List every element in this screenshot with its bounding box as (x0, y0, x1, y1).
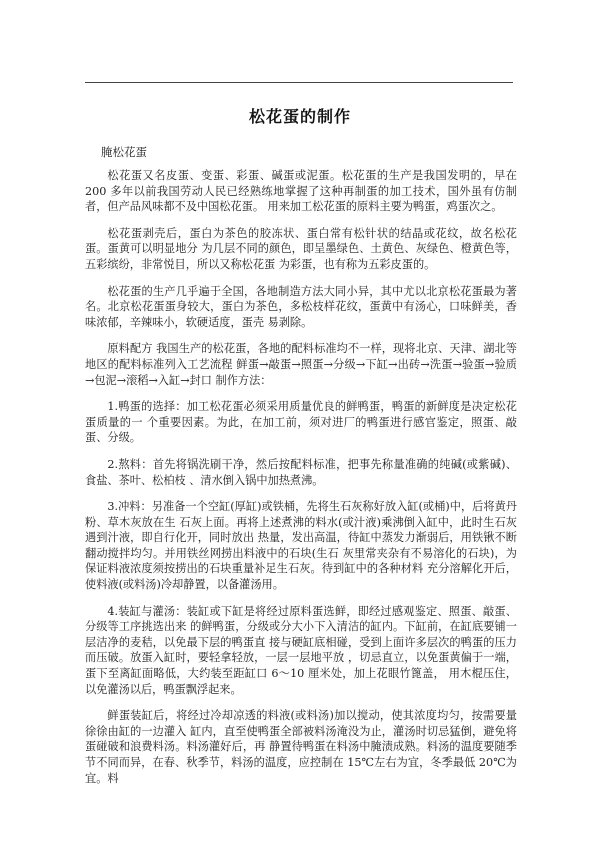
paragraph-step-3: 3.冲料：另准备一个空缸(厚缸)或铁桶，先将生石灰称好放入缸(或桶)中，后将黄丹粉、草木灰放在生 石灰上面。再将上述煮沸的料水(或汁液)乘沸倒入缸中，此时生石灰遇到汁液，即自行化开，同时放出 热量，发出高温，待缸中蒸发力渐弱后，用铁锹不断翻动搅拌均匀。并用铁丝网捞出料液中的石块(生石 灰里常夹杂有不易溶化的石块)，为保证料液浓度须按捞出的石块重量补足生石灰。待到缸中的各种材料 充分溶解化开后，使料液(或料汤)冷却静置，以备灌汤用。 (85, 500, 517, 592)
document-body (85, 168, 517, 797)
paragraph-intro: 松花蛋又名皮蛋、变蛋、彩蛋、碱蛋或泥蛋。松花蛋的生产是我国发明的，早在 200 多年以前我国劳动人民已经熟练地掌握了这种再制蛋的加工技术，国外虽有仿制者，但产品风味都不及中国松花蛋。 用来加工松花蛋的原料主要为鸭蛋，鸡蛋次之。 (85, 169, 517, 214)
section-subheading: 腌松花蛋 (101, 145, 147, 159)
paragraph-formula: 原料配方 我国生产的松花蛋，各地的配料标准均不一样，现将北京、天津、湖北等地区的配料标准列入工艺流程 鲜蛋→敲蛋→照蛋→分级→下缸→出砖→洗蛋→验蛋→验质→包泥→滚稻→入缸→封口 制作方法： (85, 342, 517, 387)
paragraph-appearance: 松花蛋剥壳后，蛋白为茶色的胶冻状、蛋白常有松针状的结晶或花纹，故名松花蛋。蛋黄可以明显地分 为几层不同的颜色，即呈墨绿色、土黄色、灰绿色、橙黄色等，五彩缤纷，非常悦目，所以又称松花蛋 为彩蛋，也有称为五彩皮蛋的。 (85, 226, 517, 271)
paragraph-step-2: 2.熬料：首先将锅洗刷干净，然后按配料标准，把事先称量准确的纯碱(或紫碱)、食盐、茶叶、松柏枝 、清水倒入锅中加热煮沸。 (85, 457, 517, 487)
paragraph-step-4: 4.装缸与灌汤：装缸或下缸是将经过原料蛋选鲜，即经过感观鉴定、照蛋、敲蛋、分级等工序挑选出来 的鲜鸭蛋，分级或分大小下入清洁的缸内。下缸前，在缸底要铺一层洁净的麦秸，以免最下层的鸭蛋直 接与硬缸底相碰，受到上面许多层次的鸭蛋的压力而压破。放蛋入缸时，要轻拿轻放，一层一层地平放 ，切忌直立，以免蛋黄偏于一端，蛋下至离缸面略低，大约装至距缸口 6～10 厘米处，加上花眼竹篦盖， 用木棍压住，以免灌汤以后，鸭蛋飘浮起来。 (85, 604, 517, 696)
paragraph-step-1: 1.鸭蛋的选择：加工松花蛋必须采用质量优良的鲜鸭蛋，鸭蛋的新鲜度是决定松花蛋质量的一 个重要因素。为此，在加工前，须对进厂的鸭蛋进行感官鉴定，照蛋、敲蛋、分级。 (85, 400, 517, 445)
paragraph-pouring: 鲜蛋装缸后，将经过冷却凉透的料液(或料汤)加以搅动，使其浓度均匀，按需要量徐徐由缸的一边灌入 缸内，直至使鸭蛋全部被料汤淹没为止，灌汤时切忌猛倒，避免将蛋碰破和浪费料汤。料汤灌好后，再 静置待鸭蛋在料汤中腌渍成熟。料汤的温度要随季节不同而异，在春、秋季节，料汤的温度，应控制在 15℃左右为宜，冬季最低 20℃为宜。料 (85, 709, 517, 785)
paragraph-beijing: 松花蛋的生产几乎遍于全国，各地制造方法大同小异，其中尤以北京松花蛋最为著名。北京松花蛋蛋身较大，蛋白为茶色，多松枝样花纹，蛋黄中有汤心，口味鲜美，香味浓郁，辛辣味小，软硬适度，蛋壳 易剥除。 (85, 284, 517, 329)
header-rule (85, 82, 513, 83)
document-title: 松花蛋的制作 (248, 107, 351, 126)
